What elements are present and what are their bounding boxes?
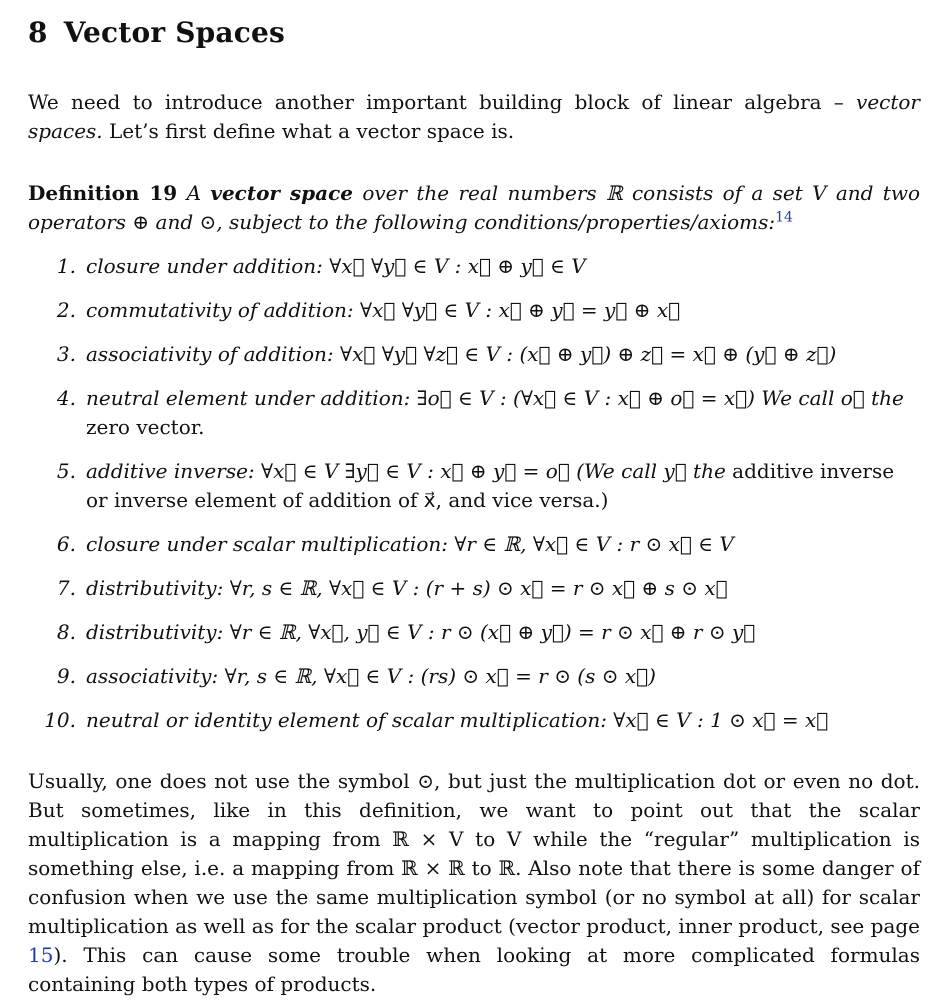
definition-heading: Definition 19 — [28, 181, 178, 205]
list-item: 6. closure under scalar multiplication: ∀r ∈ ℝ, ∀x⃗ ∈ V : r ⊙ x⃗ ∈ V — [56, 532, 734, 556]
intro-paragraph: We need to introduce another important building block of linear algebra – vector spaces. Let’s first define what a vector space is. — [28, 90, 920, 143]
closing-paragraph: Usually, one does not use the symbol ⊙, but just the multiplication dot or even no dot. But sometimes, like in this definition, we want to point out that the scalar multiplication is a mapping from ℝ × V to V while the “regular” multiplication is something else, i.e. a mapping from ℝ × ℝ to ℝ. Also note that there is some danger of confusion when we use the same multiplication symbol (or no symbol at all) for scalar multiplication as well as for the scalar product (vector product, inner product, see page 15). This can cause some trouble when looking at more complicated formulas containing both types of products. — [28, 769, 920, 996]
list-item: 10. neutral or identity element of scalar multiplication: ∀x⃗ ∈ V : 1 ⊙ x⃗ = x⃗ — [44, 708, 829, 732]
list-item: 9. associativity: ∀r, s ∈ ℝ, ∀x⃗ ∈ V : (rs) ⊙ x⃗ = r ⊙ (s ⊙ x⃗) — [56, 664, 656, 688]
definition-block: Definition 19 A vector space over the real numbers ℝ consists of a set V and two operators ⊕ and ⊙, subject to the following conditions/properties/axioms:$^{14}$ — [28, 181, 920, 234]
page-reference-link[interactable]: 15 — [28, 943, 54, 967]
section-title: Vector Spaces — [63, 16, 285, 49]
section-number: 8 — [28, 16, 48, 49]
list-item: 3. associativity of addition: ∀x⃗ ∀y⃗ ∀z⃗ ∈ V : (x⃗ ⊕ y⃗) ⊕ z⃗ = x⃗ ⊕ (y⃗ ⊕ z⃗) — [56, 342, 837, 366]
intro-emphasis: vector spaces. — [28, 90, 920, 143]
list-item: 8. distributivity: ∀r ∈ ℝ, ∀x⃗, y⃗ ∈ V : r ⊙ (x⃗ ⊕ y⃗) = r ⊙ x⃗ ⊕ r ⊙ y⃗ — [56, 620, 756, 644]
axiom-list — [28, 252, 920, 750]
list-item: 5. additive inverse: ∀x⃗ ∈ V ∃y⃗ ∈ V : x⃗ ⊕ y⃗ = o⃗ (We call y⃗ the additive inverse or inverse element of addition of x⃗, and vice versa.) — [56, 459, 895, 512]
list-item: 2. commutativity of addition: ∀x⃗ ∀y⃗ ∈ V : x⃗ ⊕ y⃗ = y⃗ ⊕ x⃗ — [56, 298, 681, 322]
list-item: 7. distributivity: ∀r, s ∈ ℝ, ∀x⃗ ∈ V : (r + s) ⊙ x⃗ = r ⊙ x⃗ ⊕ s ⊙ x⃗ — [56, 576, 728, 600]
section-heading — [28, 14, 285, 52]
definition-term: vector space — [210, 181, 353, 205]
list-item: 4. neutral element under addition: ∃o⃗ ∈ V : (∀x⃗ ∈ V : x⃗ ⊕ o⃗ = x⃗) We call o⃗ the zero vector. — [56, 386, 904, 439]
definition-body: over the real numbers ℝ consists of a set V and two operators ⊕ and ⊙, subject to the following conditions/properties/axioms: — [28, 181, 920, 234]
footnote-link[interactable]: 14 — [775, 209, 793, 226]
list-item: 1. closure under addition: ∀x⃗ ∀y⃗ ∈ V : x⃗ ⊕ y⃗ ∈ V — [56, 254, 586, 278]
